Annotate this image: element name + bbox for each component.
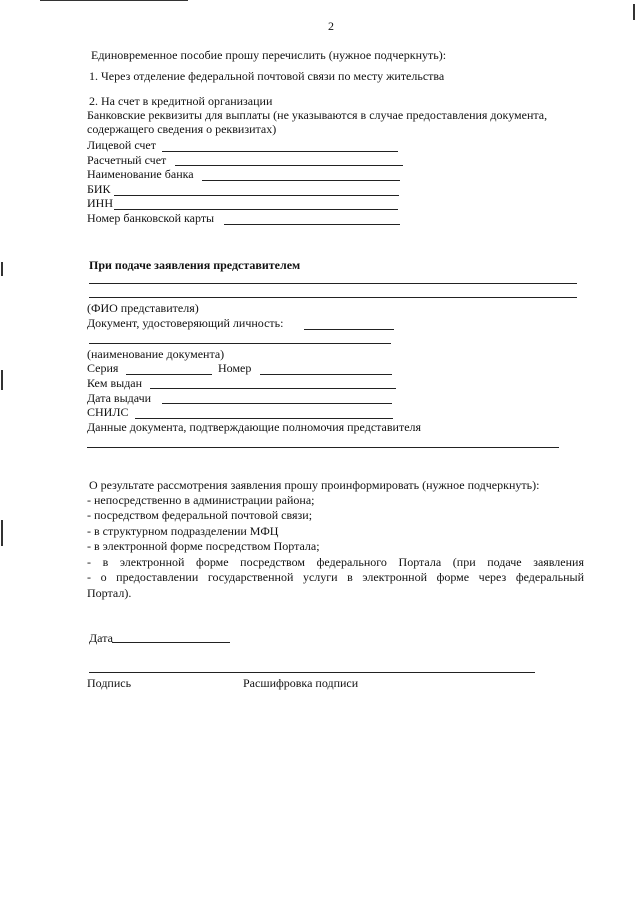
- signature-decryption-label: Расшифровка подписи: [243, 676, 359, 690]
- fio-caption: (ФИО представителя): [87, 301, 199, 315]
- bank-note-line-1: Банковские реквизиты для выплаты (не указываются в случае предоставления документа,: [87, 108, 548, 122]
- inn-field[interactable]: [114, 209, 398, 210]
- number-field[interactable]: [260, 374, 392, 375]
- settlement-account-field[interactable]: [175, 165, 403, 166]
- bank-note-line-2: содержащего сведения о реквизитах): [87, 122, 277, 136]
- payment-option-post: 1. Через отделение федеральной почтовой связи по месту жительства: [89, 69, 445, 83]
- notification-intro: О результате рассмотрения заявления прошу проинформировать (нужное подчеркнуть):: [89, 478, 540, 492]
- scan-edge-mark-top: [40, 0, 188, 1]
- snils-field[interactable]: [135, 418, 393, 419]
- signature-field[interactable]: [89, 672, 535, 673]
- representative-fio-field-2[interactable]: [89, 297, 577, 298]
- personal-account-label: Лицевой счет: [87, 138, 157, 152]
- settlement-account-label: Расчетный счет: [87, 153, 167, 167]
- bank-name-field[interactable]: [202, 180, 400, 181]
- document-name-caption: (наименование документа): [87, 347, 225, 361]
- issue-date-label: Дата выдачи: [87, 391, 152, 405]
- notification-option-post: - посредством федеральной почтовой связи;: [87, 508, 313, 522]
- personal-account-field[interactable]: [162, 151, 398, 152]
- scan-edge-mark-left-1: [1, 262, 3, 276]
- representative-fio-field-1[interactable]: [89, 283, 577, 284]
- inn-label: ИНН: [87, 196, 113, 210]
- representative-heading: При подаче заявления представителем: [89, 258, 301, 272]
- issued-by-field[interactable]: [150, 388, 396, 389]
- id-document-name-field[interactable]: [89, 343, 391, 344]
- authority-document-label: Данные документа, подтверждающие полномочия представителя: [87, 420, 422, 434]
- notification-option-portal: - в электронной форме посредством Портала;: [87, 539, 320, 553]
- series-field[interactable]: [126, 374, 212, 375]
- bik-label: БИК: [87, 182, 111, 196]
- number-label: Номер: [218, 361, 252, 375]
- issued-by-label: Кем выдан: [87, 376, 143, 390]
- payment-intro: Единовременное пособие прошу перечислить (нужное подчеркнуть):: [91, 48, 447, 62]
- id-document-field[interactable]: [304, 329, 394, 330]
- notification-option-federal-portal-line-2: - о предоставлении государственной услуги в электронной форме через федеральный: [87, 570, 584, 584]
- date-field[interactable]: [112, 642, 230, 643]
- authority-document-field[interactable]: [87, 447, 559, 448]
- notification-option-federal-portal-line-1: - в электронной форме посредством федерального Портала (при подаче заявления: [87, 555, 584, 569]
- signature-label: Подпись: [87, 676, 132, 690]
- card-number-field[interactable]: [224, 224, 400, 225]
- bank-name-label: Наименование банка: [87, 167, 194, 181]
- issue-date-field[interactable]: [162, 403, 392, 404]
- date-label: Дата: [89, 631, 113, 645]
- scan-edge-mark-left-2: [1, 370, 3, 390]
- series-label: Серия: [87, 361, 119, 375]
- scan-edge-mark-left-3: [1, 520, 3, 546]
- notification-option-federal-portal-line-3: Портал).: [87, 586, 132, 600]
- notification-option-administration: - непосредственно в администрации района;: [87, 493, 315, 507]
- snils-label: СНИЛС: [87, 405, 129, 419]
- payment-option-bank: 2. На счет в кредитной организации: [89, 94, 273, 108]
- id-document-label: Документ, удостоверяющий личность:: [87, 316, 284, 330]
- bik-field[interactable]: [114, 195, 399, 196]
- card-number-label: Номер банковской карты: [87, 211, 215, 225]
- notification-option-mfc: - в структурном подразделении МФЦ: [87, 524, 279, 538]
- scan-edge-mark-right: [633, 4, 635, 20]
- page-number: 2: [328, 19, 334, 33]
